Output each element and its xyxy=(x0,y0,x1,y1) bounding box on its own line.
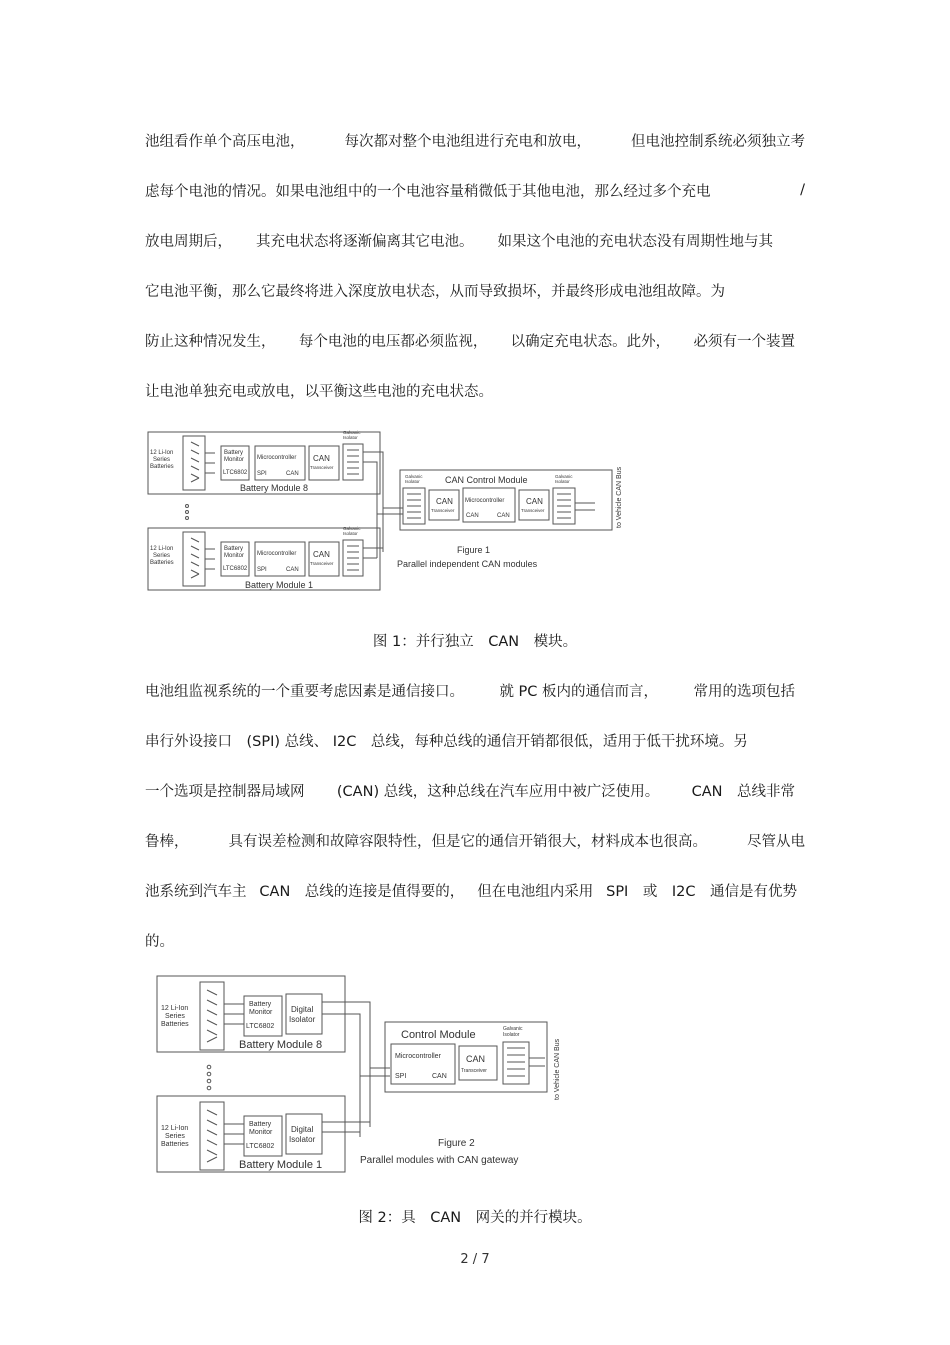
p2-line-5: 池系统到汽车主 CAN 总线的连接是值得要的， 但在电池组内采用 SPI 或 I2C 通信是有优势 xyxy=(145,883,797,900)
fig2-isolator-2: Isolator xyxy=(503,1032,520,1038)
fig1-ctrl-can-micro-l: CAN xyxy=(466,513,479,519)
fig2-monitor-bot-1: Battery xyxy=(249,1121,272,1128)
p1-line-6: 让电池单独充电或放电，以平衡这些电池的充电状态。 xyxy=(145,383,493,400)
fig1-ctrl-can-l: CAN xyxy=(436,497,453,506)
fig1-ctrl-isolator-l-1: Galvanic xyxy=(405,474,423,479)
fig1-ctrl-trans-r: Transceiver xyxy=(521,508,545,513)
fig2-module-top-label: Battery Module 8 xyxy=(239,1039,323,1051)
fig1-chip-bot: LTC6802 xyxy=(223,566,248,572)
fig1-monitor-bot-1: Battery xyxy=(224,546,244,552)
fig2-chip-bot: LTC6802 xyxy=(246,1143,275,1150)
fig2-bus-label: to Vehicle CAN Bus xyxy=(554,1038,561,1100)
fig1-batt-label-top-1: 12 Li-Ion xyxy=(150,450,174,456)
p1-line-5: 防止这种情况发生， 每个电池的电压都必须监视， 以确定充电状态。此外， 必须有一个装置 xyxy=(145,333,795,350)
fig1-batt-label-top-2: Series xyxy=(153,457,171,463)
fig1-can-big-top: CAN xyxy=(313,454,330,463)
fig2-batt-bot-3: Batteries xyxy=(161,1141,189,1148)
fig1-module-top-label: Battery Module 8 xyxy=(240,483,309,493)
fig2-batt-bot-2: Series xyxy=(165,1133,185,1140)
page-number: 2 / 7 xyxy=(460,1252,490,1267)
fig1-isolator-top-2: Isolator xyxy=(343,435,358,440)
fig2-digital-top-2: Isolator xyxy=(289,1015,316,1024)
fig1-monitor-top-1: Battery xyxy=(224,450,244,456)
figure-1-diagram xyxy=(145,428,625,598)
fig1-monitor-bot-2: Monitor xyxy=(224,553,245,559)
fig1-can-top: CAN xyxy=(286,471,299,477)
figure-1-caption: 图 1：并行独立 CAN 模块。 xyxy=(372,634,578,650)
fig1-monitor-top-2: Monitor xyxy=(224,457,245,463)
fig1-chip-top: LTC6802 xyxy=(223,470,248,476)
fig2-digital-bot-1: Digital xyxy=(291,1125,314,1134)
p2-line-3: 一个选项是控制器局域网 (CAN) 总线，这种总线在汽车应用中被广泛使用。 CAN 总线非常 xyxy=(145,783,795,800)
fig2-digital-top-1: Digital xyxy=(291,1005,314,1014)
fig1-batt-label-bot-2: Series xyxy=(153,553,171,559)
fig1-bus-label: to Vehicle CAN Bus xyxy=(616,466,623,528)
fig2-chip-top: LTC6802 xyxy=(246,1023,275,1030)
fig2-isolator-1: Galvanic xyxy=(503,1026,523,1032)
fig1-title: Figure 1 xyxy=(457,545,491,555)
fig1-spi-top: SPI xyxy=(257,471,267,477)
fig1-isolator-bot-1: Galvanic xyxy=(343,526,361,531)
p2-line-1: 电池组监视系统的一个重要考虑因素是通信接口。 就 PC 板内的通信而言， 常用的选项包括 xyxy=(145,683,795,700)
fig1-module-bot-label: Battery Module 1 xyxy=(245,580,314,590)
fig2-batt-top-2: Series xyxy=(165,1013,185,1020)
figure-2-diagram xyxy=(155,972,575,1177)
fig1-ctrl-trans-l: Transceiver xyxy=(431,508,455,513)
fig1-ctrl-isolator-l-2: Isolator xyxy=(405,479,420,484)
fig1-can-big-bot: CAN xyxy=(313,550,330,559)
figure-2-caption: 图 2：具 CAN 网关的并行模块。 xyxy=(358,1210,592,1226)
fig2-module-bot-label: Battery Module 1 xyxy=(239,1159,323,1171)
fig2-spi: SPI xyxy=(395,1073,407,1080)
fig1-ctrl-can-r: CAN xyxy=(526,497,543,506)
fig2-monitor-bot-2: Monitor xyxy=(249,1129,273,1136)
fig1-can-bot: CAN xyxy=(286,567,299,573)
fig2-title: Figure 2 xyxy=(438,1138,475,1149)
fig1-control-title: CAN Control Module xyxy=(445,475,528,485)
fig2-monitor-top-2: Monitor xyxy=(249,1009,273,1016)
fig1-ctrl-isolator-r-2: Isolator xyxy=(555,479,570,484)
fig2-batt-bot-1: 12 Li-Ion xyxy=(161,1125,189,1132)
fig1-spi-bot: SPI xyxy=(257,567,267,573)
fig1-batt-label-bot-3: Batteries xyxy=(150,560,174,566)
fig1-batt-label-top-3: Batteries xyxy=(150,464,174,470)
fig2-monitor-top-1: Battery xyxy=(249,1001,272,1008)
fig1-micro-top: Microcontroller xyxy=(257,455,297,461)
fig1-batt-label-bot-1: 12 Li-Ion xyxy=(150,546,174,552)
p2-line-2: 串行外设接口 (SPI) 总线、 I2C 总线，每种总线的通信开销都很低，适用于低干扰环境。另 xyxy=(145,733,748,750)
fig2-batt-top-1: 12 Li-Ion xyxy=(161,1005,189,1012)
fig2-can-micro: CAN xyxy=(432,1073,447,1080)
p2-line-6: 的。 xyxy=(145,933,174,950)
fig2-digital-bot-2: Isolator xyxy=(289,1135,316,1144)
fig1-ctrl-micro: Microcontroller xyxy=(465,498,505,504)
fig1-micro-bot: Microcontroller xyxy=(257,551,297,557)
p1-line-1: 池组看作单个高压电池， 每次都对整个电池组进行充电和放电， 但电池控制系统必须独立考 xyxy=(145,133,805,150)
p1-line-4: 它电池平衡，那么它最终将进入深度放电状态，从而导致损坏，并最终形成电池组故障。为 xyxy=(145,283,725,300)
p1-line-3: 放电周期后， 其充电状态将逐渐偏离其它电池。 如果这个电池的充电状态没有周期性地与其 xyxy=(145,233,773,250)
fig1-isolator-bot-2: Isolator xyxy=(343,531,358,536)
fig2-subtitle: Parallel modules with CAN gateway xyxy=(360,1155,519,1166)
fig2-micro: Microcontroller xyxy=(395,1053,441,1060)
fig2-control-title: Control Module xyxy=(401,1029,476,1041)
p1-line-2: 虑每个电池的情况。如果电池组中的一个电池容量稍微低于其他电池，那么经过多个充电 / xyxy=(145,182,805,200)
fig2-can-box: CAN xyxy=(466,1054,486,1064)
fig1-transceiver-bot: Transceiver xyxy=(310,561,334,566)
fig2-batt-top-3: Batteries xyxy=(161,1021,189,1028)
fig1-transceiver-top: Transceiver xyxy=(310,465,334,470)
fig1-isolator-top-1: Galvanic xyxy=(343,430,361,435)
fig2-transceiver: Transceiver xyxy=(461,1068,487,1074)
fig1-subtitle: Parallel independent CAN modules xyxy=(397,559,538,569)
p2-line-4: 鲁棒， 具有误差检测和故障容限特性，但是它的通信开销很大，材料成本也很高。 尽管从电 xyxy=(145,833,805,850)
fig1-ctrl-isolator-r-1: Galvanic xyxy=(555,474,573,479)
fig1-ctrl-can-micro-r: CAN xyxy=(497,513,510,519)
